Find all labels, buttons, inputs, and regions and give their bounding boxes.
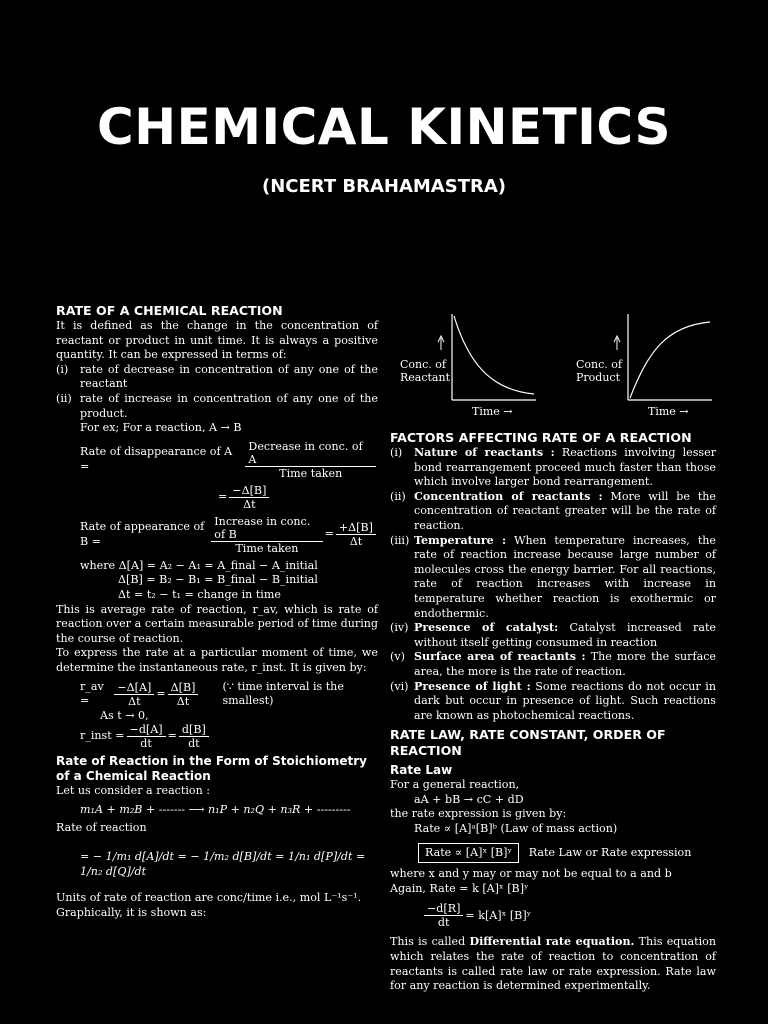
- where-line-2: Δ[B] = B₂ − B₁ = B_final − B_initial: [118, 573, 318, 587]
- factor-number: (ii): [390, 489, 406, 503]
- numerator: −d[R]: [424, 902, 463, 916]
- factor-description: More will be the concentration of reactant greater will be the rate of reaction.: [414, 489, 716, 532]
- fraction: [179, 723, 209, 750]
- factor-text: [414, 680, 716, 724]
- denominator: dt: [188, 737, 200, 751]
- section-heading-factors: FACTORS AFFECTING RATE OF A REACTION: [390, 430, 692, 445]
- fraction: [229, 484, 269, 511]
- mass-action-equation: Rate ∝ [A]ᵃ[B]ᵇ (Law of mass action): [414, 822, 618, 836]
- equation-label: r_av =: [80, 679, 104, 708]
- section-heading-rate: RATE OF A CHEMICAL REACTION: [56, 303, 283, 318]
- denominator: Δt: [176, 694, 190, 708]
- right-column: [390, 312, 716, 994]
- numerator: +Δ[B]: [336, 521, 376, 535]
- equation-label: r_inst =: [80, 729, 125, 743]
- factor-number: (i): [390, 446, 403, 459]
- factor-description: When temperature increases, the rate of reaction increase because large number of molecules cross the energy barrier. For all reactions, rate of reaction increases with increase in temperature whether reaction is exothermic or endothermic.: [414, 533, 716, 620]
- rate-law-box-label: Rate Law or Rate expression: [528, 845, 692, 859]
- reactant-graph: [390, 312, 540, 424]
- denominator: Time taken: [279, 466, 343, 480]
- fraction: [245, 440, 376, 480]
- page-subtitle: (NCERT BRAHAMASTRA): [261, 176, 506, 197]
- appearance-equation: Rate of appearance of B = $\frac{\text{Increase in conc. of B}}{\text{Time taken}}$ = $\frac{+\Delta[B]}{\Delta t}$: [56, 515, 378, 555]
- factor-title: Temperature :: [414, 533, 507, 547]
- concentration-graphs: [390, 312, 716, 424]
- time-axis-label: Time →: [648, 405, 689, 418]
- numerator: Decrease in conc. of A: [245, 440, 376, 467]
- numerator: −Δ[A]: [114, 681, 154, 695]
- factors-list: [390, 446, 716, 723]
- equation-label: Rate of disappearance of A =: [80, 445, 233, 473]
- fraction: [114, 681, 154, 708]
- list-text: rate of decrease in concentration of any one of the reactant: [80, 362, 378, 391]
- limit-line: As t → 0,: [100, 708, 149, 722]
- factor-title: Presence of catalyst:: [414, 621, 559, 635]
- fraction: [336, 521, 376, 548]
- product-graph: [566, 312, 716, 424]
- where-line-3: Δt = t₂ − t₁ = change in time: [118, 587, 281, 601]
- paragraph-bold-term: Differential rate equation.: [469, 935, 635, 949]
- section-heading-rate-law: RATE LAW, RATE CONSTANT, ORDER OF REACTION: [390, 727, 666, 759]
- factor-item: [390, 490, 716, 534]
- differential-rate-paragraph: [390, 935, 716, 993]
- rate-of-reaction-label: Rate of reaction: [56, 821, 147, 835]
- factor-title: Presence of light :: [414, 679, 531, 693]
- instantaneous-rate-equation: r_inst = $\frac{-d[A]}{dt}$ = $\frac{d[B]}{dt}$: [56, 723, 378, 750]
- disappearance-equation-2: = $\frac{-\Delta[B]}{\Delta t}$: [56, 484, 378, 511]
- reactant-axis-label: Conc. of Reactant: [400, 358, 450, 384]
- factor-text: [414, 534, 716, 622]
- fraction: [168, 681, 199, 708]
- list-item: [56, 392, 378, 421]
- instantaneous-rate-paragraph: To express the rate at a particular moment of time, we determine the instantaneous rate, r_inst. It is given by:: [56, 646, 378, 674]
- factor-number: (iv): [390, 621, 409, 635]
- denominator: dt: [140, 737, 152, 751]
- factor-item: [390, 621, 716, 650]
- denominator: dt: [437, 916, 450, 930]
- numerator: −d[A]: [127, 723, 166, 737]
- rate-law-box: Rate ∝ [A]ˣ [B]ʸ: [418, 843, 519, 864]
- factor-title: Concentration of reactants :: [414, 489, 603, 503]
- factor-item: [390, 680, 716, 724]
- factor-description: Some reactions do not occur in dark but occur in presence of light. Such reactions are known as photochemical reactions.: [414, 679, 716, 722]
- factor-number: (v): [390, 650, 405, 664]
- equation-rhs: = k[A]ˣ [B]ʸ: [465, 908, 532, 922]
- factor-text: [414, 446, 716, 490]
- list-item: [56, 363, 378, 392]
- fraction: [424, 902, 463, 929]
- average-rate-equation: r_av = $\frac{-\Delta[A]}{\Delta t}$ = $\frac{\Delta[B]}{\Delta t}$ (∵ time interval is the smallest): [56, 680, 378, 709]
- factor-number: (iii): [390, 533, 410, 547]
- factor-title: Nature of reactants :: [414, 446, 555, 459]
- expression-given-line: the rate expression is given by:: [390, 807, 567, 821]
- denominator: Time taken: [235, 541, 299, 555]
- page-title: CHEMICAL KINETICS: [97, 98, 671, 156]
- list-number: (i): [56, 362, 69, 376]
- disappearance-equation: [56, 440, 378, 480]
- general-reaction-line: For a general reaction,: [390, 778, 520, 792]
- product-axis-label: Conc. of Product: [576, 358, 622, 384]
- graphically-line: Graphically, it is shown as:: [56, 905, 207, 919]
- rate-law-box-row: [418, 843, 716, 864]
- factor-item: [390, 534, 716, 622]
- factor-title: Surface area of reactants :: [414, 650, 586, 664]
- numerator: Increase in conc. of B: [211, 515, 322, 542]
- factor-text: [414, 621, 716, 650]
- subheading-rate-law: Rate Law: [390, 763, 453, 778]
- units-line: Units of rate of reaction are conc/time i.e., mol L⁻¹s⁻¹.: [56, 891, 362, 905]
- intro-paragraph: It is defined as the change in the concentration of reactant or product in unit time. It is always a positive quantity. It can be expressed in terms of:: [56, 319, 378, 362]
- numerator: Δ[B]: [168, 681, 199, 695]
- denominator: Δt: [349, 535, 363, 549]
- numerator: −Δ[B]: [229, 484, 269, 498]
- denominator: Δt: [128, 694, 141, 708]
- factor-item: [390, 446, 716, 490]
- consider-line: Let us consider a reaction :: [56, 784, 210, 798]
- factor-description: Reactions involving lesser bond rearrangement proceed much faster than those which involve larger bond rearrangement.: [414, 446, 716, 489]
- differential-equation: [390, 902, 716, 929]
- fraction: [127, 723, 166, 750]
- factor-number: (vi): [390, 679, 409, 693]
- equation-label: Rate of appearance of B =: [80, 520, 205, 548]
- list-text: rate of increase in concentration of any one of the product.: [80, 391, 378, 420]
- where-line-1: where Δ[A] = A₂ − A₁ = A_final − A_initial: [80, 558, 318, 572]
- example-line: For ex; For a reaction, A → B: [80, 421, 242, 435]
- numerator: d[B]: [179, 723, 209, 737]
- paragraph-prefix: This is called: [390, 935, 470, 949]
- average-rate-paragraph: This is average rate of reaction, r_av, which is rate of reaction over a certain measurable period of time during the course of reaction.: [56, 602, 378, 645]
- list-number: (ii): [56, 391, 72, 405]
- general-reaction-equation: aA + bB → cC + dD: [414, 792, 524, 806]
- stoichiometric-rate-equation: = − 1/m₁ d[A]/dt = − 1/m₂ d[B]/dt = 1/n₁ d[P]/dt = 1/n₂ d[Q]/dt: [80, 850, 366, 878]
- factor-item: [390, 650, 716, 679]
- factor-description: The more the surface area, the more is the rate of reaction.: [414, 650, 716, 678]
- left-column: [56, 303, 378, 920]
- equation-note: (∵ time interval is the smallest): [222, 679, 344, 708]
- reaction-equation: m₁A + m₂B + ------- ⟶ n₁P + n₂Q + n₃R + ---------: [80, 802, 351, 816]
- denominator: Δt: [243, 497, 256, 511]
- section-heading-stoichiometry: Rate of Reaction in the Form of Stoichiometry of a Chemical Reaction: [56, 754, 367, 784]
- fraction: [211, 515, 322, 555]
- again-equation: Again, Rate = k [A]ˣ [B]ʸ: [390, 881, 529, 895]
- factor-text: [414, 650, 716, 679]
- xy-note: where x and y may or may not be equal to a and b: [390, 867, 672, 881]
- factor-description: Catalyst increased rate without itself getting consumed in reaction: [414, 621, 716, 649]
- factor-text: [414, 490, 716, 534]
- time-axis-label: Time →: [472, 405, 513, 418]
- paragraph-body: This equation which relates the rate of reaction to concentration of reactants is called rate law or rate expression. Rate law for any reaction is determined experimentally.: [390, 935, 716, 993]
